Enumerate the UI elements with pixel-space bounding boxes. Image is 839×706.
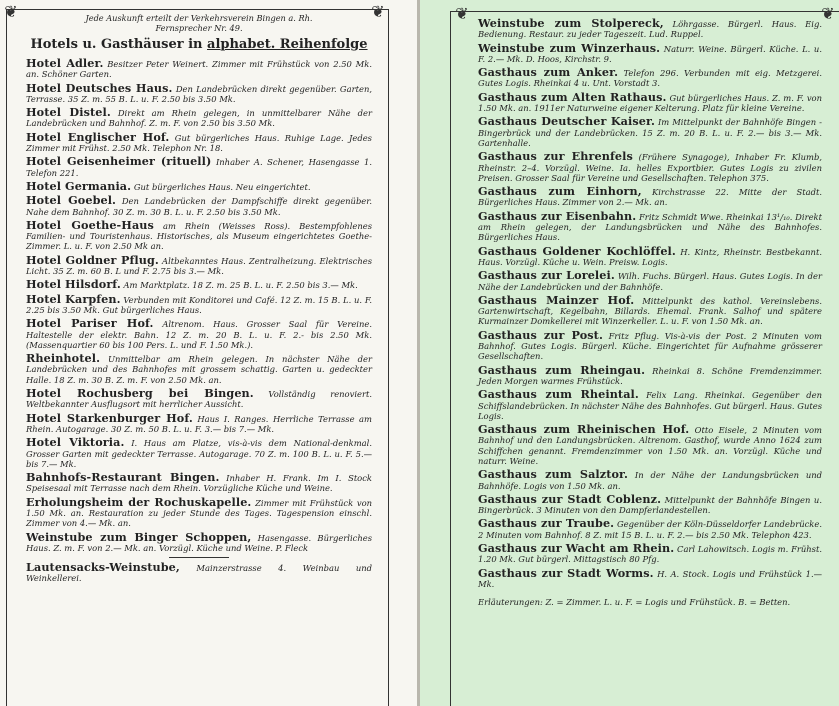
entry-description: Den Landebrücken direkt gegenüber. Garten, Terrasse. 35 Z. m. 55 B. L. u. F. 2.50 bis 3.50 Mk.	[26, 83, 372, 104]
directory-entry	[478, 89, 822, 114]
entry-description: am Rhein (Weisses Ross). Bestempfohlenes Familien- und Touristenhaus. Historisches, als Museum eingerichtetes Goethe-Zimmer. L. u. F. von 2.50 Mk an.	[26, 220, 372, 252]
directory-entry	[26, 58, 372, 80]
entry-name: Hotel Goethe-Haus	[26, 217, 154, 232]
entry-name: Gasthaus Deutscher Kaiser.	[478, 114, 655, 129]
entry-description: Löhrgasse. Bürgerl. Haus. Eig. Bedienung. Restaur. zu jeder Tageszeit. Lud. Ruppel.	[478, 19, 822, 40]
directory-entry	[478, 208, 822, 243]
entry-name: Lautensacks-Weinstube,	[26, 560, 180, 575]
right-page	[420, 0, 839, 706]
entry-name: Gasthaus zur Stadt Coblenz.	[478, 491, 662, 506]
entry-description: Mainzerstrasse 4. Weinbau und Weinkellerei.	[26, 563, 372, 584]
directory-entry	[478, 469, 822, 491]
entry-description: Am Marktplatz. 18 Z. m. 25 B. L. u. F. 2.50 bis 3.— Mk.	[123, 280, 358, 291]
directory-entry	[26, 80, 372, 105]
entry-description: Fritz Pflug. Vis-à-vis der Post. 2 Minuten vom Bahnhof. Gutes Logis. Bürgerl. Küche. Eingerichtet für Aufnahme grösserer Gesellschaften.	[478, 330, 822, 362]
entry-name: Gasthaus zum Rheingau.	[478, 362, 646, 377]
entry-name: Gasthaus zur Stadt Worms.	[478, 565, 654, 580]
directory-entry	[26, 156, 372, 178]
entry-description: In der Nähe der Landungsbrücken und Bahnhöfe. Logis von 1.50 Mk. an.	[478, 470, 823, 491]
entry-name: Hotel Starkenburger Hof.	[26, 410, 193, 425]
entry-description: Rheinkai 8. Schöne Fremdenzimmer. Jeden Morgen warmes Frühstück.	[478, 365, 822, 386]
entry-name: Hotel Goebel.	[26, 193, 117, 208]
entry-description: Mittelpunkt des kathol. Vereinslebens. Gartenwirtschaft, Kegelbahn, Billards. Ehemal. Frank. Salhof und spätere Kurmainzer Domkellerei mit Winzerkeller. L. u. F. von 1.50 Mk. an.	[478, 295, 822, 327]
corner-ornament-icon: ❦	[4, 2, 18, 21]
info-header-line: Jede Auskunft erteilt der Verkehrsverein Bingen a. Rh.	[85, 13, 313, 23]
entry-description: Fritz Schmidt Wwe. Rheinkai 13¹/₁₀. Direkt am Rhein gelegen, der Landungsbrücken und Nähe des Bahnhofes. Bürgerliches Haus.	[478, 211, 822, 243]
entry-description: Den Landebrücken der Dampfschiffe direkt gegenüber. Nahe dem Bahnhof. 30 Z. m. 30 B. L. u. F. 2.50 bis 3.50 Mk.	[26, 196, 373, 217]
directory-entry	[478, 518, 822, 540]
entry-description: Hasengasse. Bürgerliches Haus. Z. m. F. von 2.— Mk. an. Vorzügl. Küche und Weine. P. Fleck	[26, 532, 373, 553]
directory-entry	[478, 186, 822, 208]
entry-name: Rheinhotel.	[26, 351, 101, 366]
entry-name: Gasthaus zum Einhorn,	[478, 184, 642, 199]
directory-entry	[478, 543, 822, 565]
left-page	[0, 0, 418, 706]
entry-name: Gasthaus Goldener Kochlöffel.	[478, 243, 676, 258]
entry-name: Hotel Rochusberg bei Bingen.	[26, 386, 254, 401]
entry-name: Hotel Karpfen.	[26, 291, 121, 306]
entry-description: Felix Lang. Rheinkai. Gegenüber den Schiffslandebrücken. In nächster Nähe des Bahnhofes. Gut bürgerl. Haus. Gutes Logis.	[478, 390, 822, 421]
entry-name: Gasthaus zum Rheintal.	[478, 387, 639, 402]
entry-name: Gasthaus zur Eisenbahn.	[478, 208, 637, 223]
directory-entry	[26, 529, 373, 554]
entry-description: Altrenom. Haus. Grosser Saal für Vereine. Haltestelle der elektr. Bahn. 12 Z. m. 20 B. L. u. F. 2.- bis 2.50 Mk. (Massenquartier 60 bis 100 Pers. L. und F. 1.50 Mk.).	[26, 319, 372, 350]
directory-entry	[26, 107, 372, 129]
entry-name: Gasthaus zum Rheinischen Hof.	[478, 422, 690, 437]
directory-entry	[26, 129, 372, 154]
entry-description: H. A. Stock. Logis und Frühstück 1.— Mk.	[478, 568, 822, 589]
entry-name: Weinstube zum Winzerhaus.	[478, 40, 661, 55]
entry-name: Gasthaus Mainzer Hof.	[478, 292, 635, 307]
entry-name: Gasthaus zum Anker.	[478, 65, 619, 80]
entry-description: I. Haus am Platze, vis-à-vis dem National-denkmal. Grosser Garten mit gedeckter Terrasse. Autogarage. 70 Z. m. 100 B. L. u. F. 5.— bis 7.— Mk.	[26, 438, 372, 469]
entry-description: Inhaber H. Frank. Im I. Stock Speisesaal mit Terrasse nach dem Rhein. Vorzügliche Küche und Weine.	[26, 473, 372, 494]
entry-description: Verbunden mit Konditorei und Café. 12 Z. m. 15 B. L. u. F. 2.25 bis 3.50 Mk. Gut bürgerliches Haus.	[26, 294, 372, 315]
entry-description: Kirchstrasse 22. Mitte der Stadt. Bürgerliches Haus. Zimmer von 2.— Mk. an.	[478, 187, 822, 208]
entry-description: Altbekanntes Haus. Zentralheizung. Elektrisches Licht. 35 Z. m. 60 B. L und F. 2.75 bis 3.— Mk.	[26, 255, 372, 277]
entry-name: Hotel Viktoria.	[26, 435, 125, 450]
directory-entry	[478, 116, 822, 148]
directory-entry	[478, 40, 822, 65]
entry-name: Hotel Deutsches Haus.	[26, 80, 173, 95]
corner-ornament-icon: ❦	[371, 2, 385, 21]
entry-name: Hotel Pariser Hof.	[26, 316, 154, 331]
entry-name: Hotel Distel.	[26, 105, 111, 120]
directory-entry	[26, 437, 372, 469]
directory-entry	[478, 327, 822, 362]
phone-header-line: Fernsprecher Nr. 49.	[155, 23, 243, 33]
directory-entry	[478, 151, 822, 183]
directory-entry	[478, 565, 822, 590]
right-entry-list	[478, 18, 822, 589]
directory-entry	[26, 353, 372, 385]
entry-description: Inhaber A. Schener, Hasengasse 1. Telefon 221.	[26, 157, 372, 178]
entry-name: Gasthaus zum Salztor.	[478, 467, 629, 482]
entry-description: Naturr. Weine. Bürgerl. Küche. L. u. F. 2.— Mk. D. Hoos, Kirchstr. 9.	[478, 43, 822, 64]
directory-entry	[26, 494, 372, 529]
entry-name: Hotel Adler.	[26, 56, 104, 70]
directory-entry	[26, 388, 372, 410]
directory-entry	[478, 491, 822, 516]
directory-entry	[478, 292, 822, 327]
entry-name: Gasthaus zur Ehrenfels	[478, 149, 633, 164]
entry-description: Telefon 296. Verbunden mit eig. Metzgerei. Gutes Logis. Rheinkai 4 u. Unt. Vorstadt 3.	[478, 68, 822, 89]
left-entry-list	[26, 58, 372, 584]
directory-entry	[26, 217, 372, 252]
entry-name: Gasthaus zur Post.	[478, 327, 603, 342]
entry-name: Hotel Hilsdorf.	[26, 277, 121, 292]
corner-ornament-icon: ❦	[821, 4, 835, 23]
entry-description: Direkt am Rhein gelegen, in unmittelbarer Nähe der Landebrücken und Bahnhof. Z. m. F. von 2.50 bis 3.50 Mk.	[26, 108, 372, 129]
directory-entry	[478, 270, 822, 292]
directory-entry	[26, 291, 372, 316]
entry-name: Hotel Englischer Hof.	[26, 129, 170, 144]
entry-description: Gut bürgerliches Haus. Z. m. F. von 1.50 Mk. an. 1911er Naturweine eigener Kelterung. Platz für kleine Vereine.	[478, 92, 822, 114]
entry-name: Weinstube zum Binger Schoppen,	[26, 529, 252, 544]
directory-entry	[26, 279, 372, 290]
directory-entry	[478, 424, 822, 466]
corner-ornament-icon: ❦	[455, 4, 469, 23]
entry-name: Gasthaus zur Lorelei.	[478, 268, 615, 283]
abbreviation-footnote: Erläuterungen: Z. = Zimmer. L. u. F. = Logis und Frühstück. B. = Betten.	[478, 597, 791, 608]
entry-description: Unmittelbar am Rhein gelegen. In nächster Nähe der Landebrücken und des Bahnhofes mit grossem schattig. Garten u. gedeckter Halle. 18 Z. m. 30 B. Z. m. F. von 2.50 Mk. an.	[26, 354, 372, 385]
entry-description: Zimmer mit Frühstück von 1.50 Mk. an. Restauration zu jeder Stunde des Tages. Tagespension einschl. Zimmer von 4.— Mk. an.	[26, 497, 372, 529]
directory-entry	[478, 243, 822, 268]
entry-description: Mittelpunkt der Bahnhöfe Bingen u. Bingerbrück. 3 Minuten von den Dampferlandestellen.	[478, 494, 822, 516]
page-title: Hotels u. Gasthäuser in alphabet. Reihenfolge	[30, 37, 368, 52]
entry-description: Wilh. Fuchs. Bürgerl. Haus. Gutes Logis. In der Nähe der Landebrücken und der Bahnhöfe.	[478, 271, 822, 292]
directory-entry	[478, 18, 822, 40]
entry-description: (Frühere Synagoge), Inhaber Fr. Klumb, Rheinstr. 2–4. Vorzügl. Weine. Ia. helles Exportbier. Gutes Logis zu zivilen Preisen. Grosser Saal für Vereine und Gesellschaften. Telephon 375.	[478, 152, 822, 183]
entry-name: Weinstube zum Stolpereck,	[478, 16, 664, 30]
entry-name: Gasthaus zur Wacht am Rhein.	[478, 541, 675, 556]
left-page-body	[26, 13, 372, 587]
directory-entry	[478, 389, 822, 421]
directory-entry	[478, 362, 822, 387]
right-page-body	[478, 18, 822, 607]
entry-name: Hotel Goldner Pflug.	[26, 252, 159, 267]
entry-name: Hotel Geisenheimer (rituell)	[26, 154, 212, 169]
directory-entry	[26, 318, 372, 350]
entry-description: Gut bürgerliches Haus. Ruhige Lage. Jedes Zimmer mit Frühst. 2.50 Mk. Telephon Nr. 18.	[26, 132, 372, 154]
entry-description: Besitzer Peter Weinert. Zimmer mit Frühstück von 2.50 Mk. an. Schöner Garten.	[26, 59, 372, 80]
directory-entry	[478, 67, 822, 89]
entry-description: Gegenüber der Köln-Düsseldorfer Landebrücke. 2 Minuten vom Bahnhof. 8 Z. mit 15 B. L. u. F. 2.— bis 2.50 Mk. Telephon 423.	[478, 519, 822, 540]
entry-name: Gasthaus zum Alten Rathaus.	[478, 89, 667, 104]
entry-description: Vollständig renoviert. Weltbekannter Ausflugsort mit herrlicher Aussicht.	[26, 389, 372, 410]
separator-line	[169, 557, 229, 558]
entry-description: H. Kintz, Rheinstr. Bestbekannt. Haus. Vorzügl. Küche u. Wein. Preisw. Logis.	[478, 246, 822, 267]
directory-entry	[26, 252, 372, 277]
entry-name: Gasthaus zur Traube.	[478, 516, 615, 531]
entry-name: Bahnhofs-Restaurant Bingen.	[26, 470, 220, 485]
entry-name: Hotel Germania.	[26, 178, 132, 193]
directory-entry	[26, 562, 372, 584]
entry-description: Gut bürgerliches Haus. Neu eingerichtet.	[133, 181, 311, 192]
entry-description: Otto Eisele, 2 Minuten vom Bahnhof und den Landungsbrücken. Altrenom. Gasthof, wurde Anno 1624 zum Schiffchen genannt. Fremdenzimmer von 1.50 Mk. an. Vorzügl. Küche und naturr. Weine.	[478, 425, 822, 466]
entry-description: Im Mittelpunkt der Bahnhöfe Bingen - Bingerbrück und der Landebrücken. 15 Z. m. 20 B. L. u. F. 2.— bis 3.— Mk. Gartenhalle.	[478, 117, 822, 148]
entry-description: Carl Lahowitsch. Logis m. Frühst. 1.20 Mk. Gut bürgerl. Mittagstisch 80 Pfg.	[478, 544, 822, 565]
entry-description: Haus I. Ranges. Herrliche Terrasse am Rhein. Autogarage. 30 Z. m. 50 B. L. u. F. 3.— bis 7.— Mk.	[26, 413, 372, 434]
directory-entry	[26, 472, 372, 494]
directory-entry	[26, 195, 372, 217]
directory-entry	[26, 410, 372, 435]
directory-entry	[26, 178, 372, 193]
entry-name: Erholungsheim der Rochuskapelle.	[26, 494, 252, 509]
